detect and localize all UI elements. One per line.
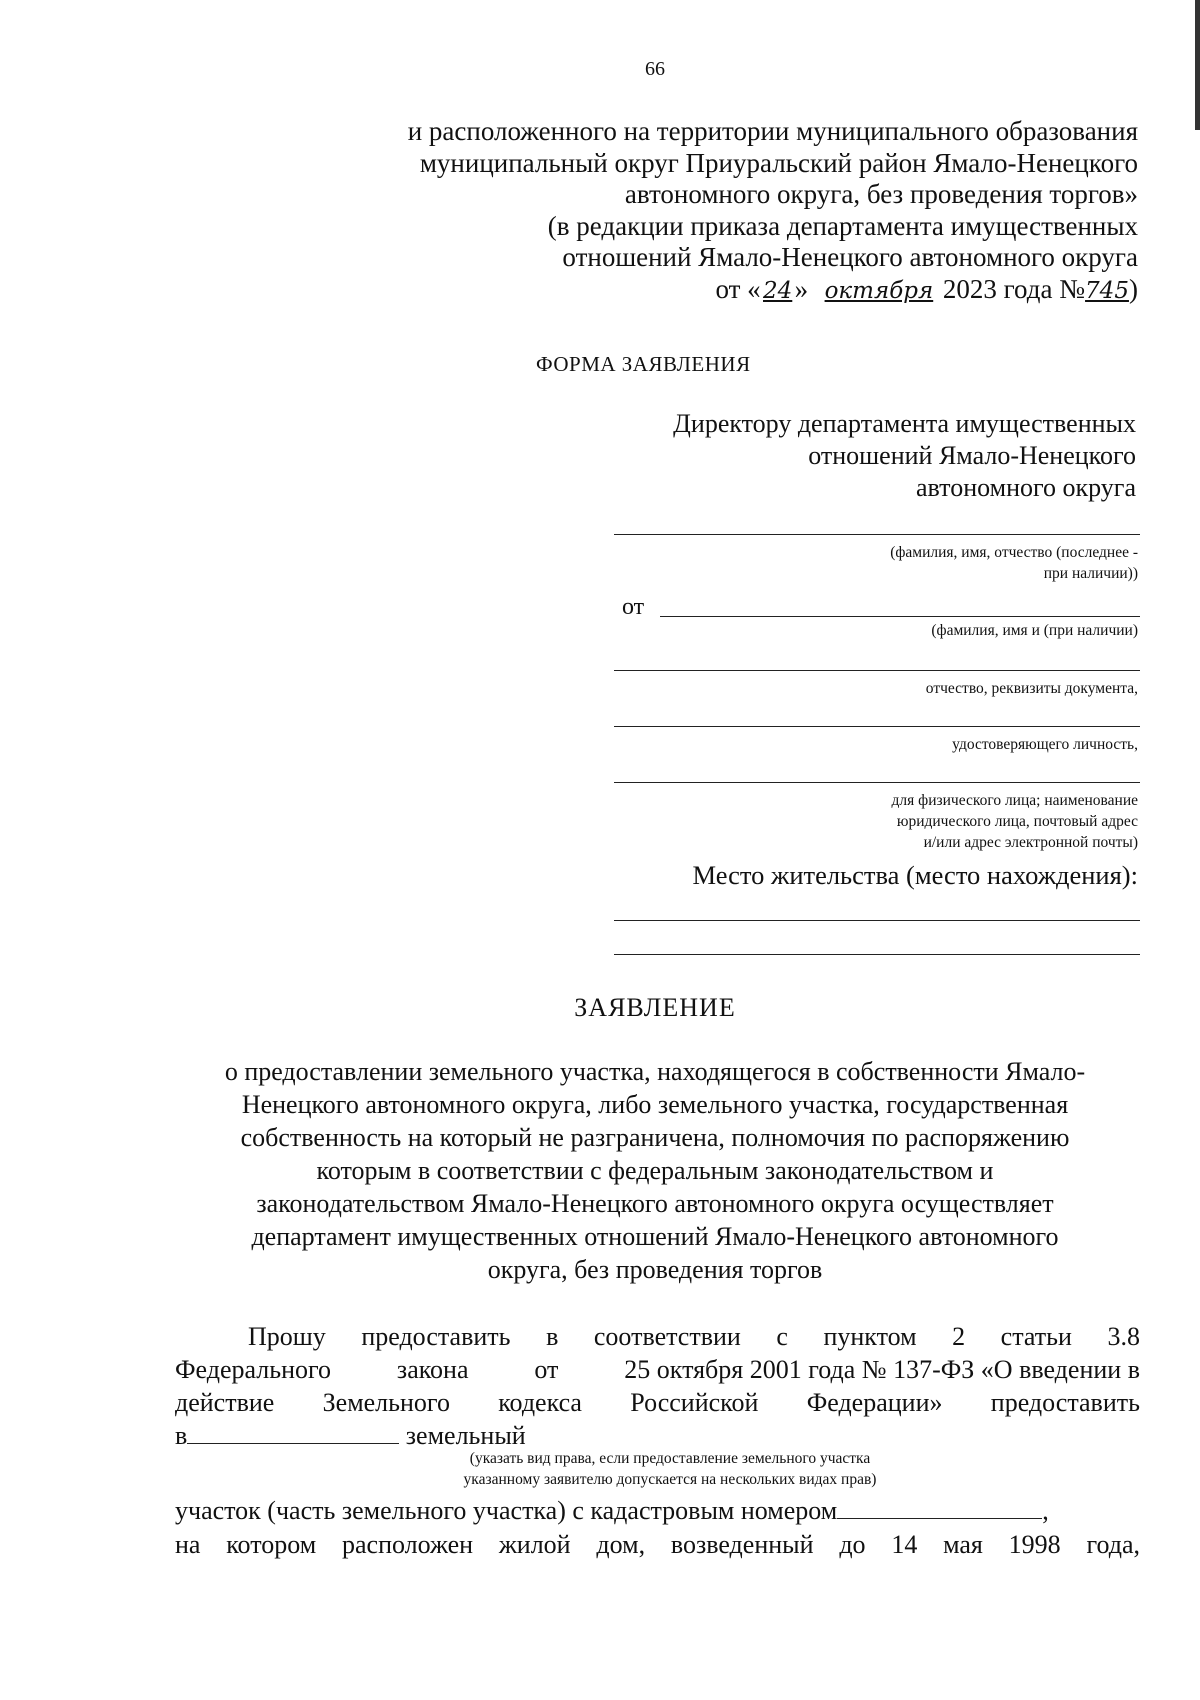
word: Российской	[630, 1388, 759, 1417]
word: Федерации»	[806, 1388, 943, 1417]
subject-line: собственность на который не разграничена, полномочия по распоряжению	[240, 1123, 1070, 1152]
note-line: (указать вид права, если предоставление земельного участка	[469, 1450, 871, 1467]
word: закона	[396, 1355, 469, 1384]
subject-line: которым в соответствии с федеральным законодательством и	[316, 1156, 994, 1185]
word: кодекса	[498, 1388, 582, 1417]
date-year: 2023 года №	[942, 273, 1085, 304]
subject-line: департамент имущественных отношений Ямало-Ненецкого автономного	[251, 1222, 1059, 1251]
applicant-line-1[interactable]	[660, 616, 1140, 617]
word: 1998	[1008, 1530, 1061, 1559]
word: расположен	[341, 1530, 474, 1559]
word: соответствии	[593, 1322, 741, 1351]
text-segment: ,	[1042, 1496, 1049, 1525]
word: предоставить	[990, 1388, 1140, 1417]
header-line: отношений Ямало-Ненецкого автономного округа	[562, 242, 1138, 272]
body-line-4	[175, 1421, 1140, 1451]
director-note	[890, 542, 1138, 584]
note-line: указанному заявителю допускается на нескольких видах прав)	[463, 1471, 877, 1488]
date-month-handwritten: октября	[824, 277, 934, 304]
note-line: для физического лица; наименование	[891, 792, 1138, 809]
word: 14	[891, 1530, 918, 1559]
from-label: от	[622, 594, 645, 620]
word: 2	[952, 1322, 966, 1351]
note-line: юридического лица, почтовый адрес	[896, 813, 1138, 830]
word: года,	[1086, 1530, 1140, 1559]
subject-block	[120, 1055, 1190, 1286]
addressee-line: Директору департамента имущественных	[673, 409, 1136, 438]
subject-line: законодательством Ямало-Ненецкого автономного округа осуществляет	[256, 1189, 1054, 1218]
word: статьи	[1000, 1322, 1072, 1351]
word: жилой	[498, 1530, 571, 1559]
word: земельный	[405, 1421, 526, 1450]
document-heading: ЗАЯВЛЕНИЕ	[574, 993, 736, 1022]
word: Земельного	[322, 1388, 450, 1417]
word: на	[175, 1530, 201, 1559]
body-line-2	[175, 1355, 1140, 1385]
word: дом,	[596, 1530, 646, 1559]
word: Прошу	[248, 1322, 326, 1351]
applicant-note-multiline	[892, 790, 1138, 853]
word: возведенный	[670, 1530, 814, 1559]
word: 25 октября 2001 года № 137-ФЗ «О введении в	[624, 1355, 1140, 1384]
applicant-note: (фамилия, имя и (при наличии)	[931, 622, 1138, 639]
text-segment: участок (часть земельного участка) с кадастровым номером	[175, 1496, 838, 1525]
word: до	[839, 1530, 866, 1559]
right-type-note	[370, 1448, 970, 1490]
date-prefix: от «	[715, 273, 761, 304]
date-mid: »	[794, 273, 809, 304]
word: 3.8	[1107, 1322, 1140, 1351]
applicant-line-3[interactable]	[614, 726, 1140, 727]
addressee-line: автономного округа	[916, 473, 1136, 502]
header-line: (в редакции приказа департамента имущественных	[547, 210, 1138, 241]
header-date-line	[408, 274, 1138, 308]
word: от	[534, 1355, 559, 1384]
residence-line-1[interactable]	[614, 920, 1140, 921]
director-name-line[interactable]	[614, 534, 1140, 535]
page-number: 66	[645, 58, 665, 80]
addressee-block	[673, 408, 1136, 504]
body-line-5	[175, 1496, 1140, 1526]
word: предоставить	[361, 1322, 511, 1351]
body-line-3	[175, 1388, 1140, 1418]
form-title: ФОРМА ЗАЯВЛЕНИЯ	[536, 352, 751, 376]
date-close: )	[1129, 273, 1138, 304]
header-line: и расположенного на территории муниципального образования	[407, 116, 1138, 146]
word: котором	[226, 1530, 317, 1559]
note-line: и/или адрес электронной почты)	[923, 834, 1138, 851]
residence-line-2[interactable]	[614, 954, 1140, 955]
header-block	[408, 116, 1138, 307]
header-line: муниципальный округ Приуральский район Ямало-Ненецкого	[419, 147, 1138, 178]
note-line: (фамилия, имя, отчество (последнее -	[890, 544, 1138, 561]
body-line-1	[248, 1322, 1140, 1352]
word: в	[175, 1421, 188, 1450]
addressee-line: отношений Ямало-Ненецкого	[808, 441, 1136, 470]
word: действие	[175, 1388, 275, 1417]
word: Федерального	[175, 1355, 332, 1384]
cadastral-number-blank[interactable]	[837, 1496, 1042, 1519]
note-line: при наличии))	[1043, 565, 1138, 582]
applicant-note: удостоверяющего личность,	[952, 736, 1138, 753]
word: мая	[943, 1530, 983, 1559]
residence-label: Место жительства (место нахождения):	[692, 860, 1138, 890]
subject-line: округа, без проведения торгов	[487, 1255, 823, 1284]
word: пунктом	[823, 1322, 917, 1351]
subject-line: Ненецкого автономного округа, либо земельного участка, государственная	[241, 1090, 1069, 1119]
applicant-line-4[interactable]	[614, 782, 1140, 783]
date-day-handwritten: 24	[763, 277, 793, 304]
applicant-line-2[interactable]	[614, 670, 1140, 671]
applicant-note: отчество, реквизиты документа,	[925, 680, 1138, 697]
word: с	[776, 1322, 788, 1351]
order-number-handwritten: 745	[1085, 277, 1129, 304]
header-line: автономного округа, без проведения торгов»	[624, 179, 1138, 209]
body-line-6	[175, 1530, 1140, 1560]
right-type-blank[interactable]	[187, 1421, 399, 1444]
word: в	[546, 1322, 559, 1351]
subject-line: о предоставлении земельного участка, находящегося в собственности Ямало-	[224, 1057, 1086, 1086]
